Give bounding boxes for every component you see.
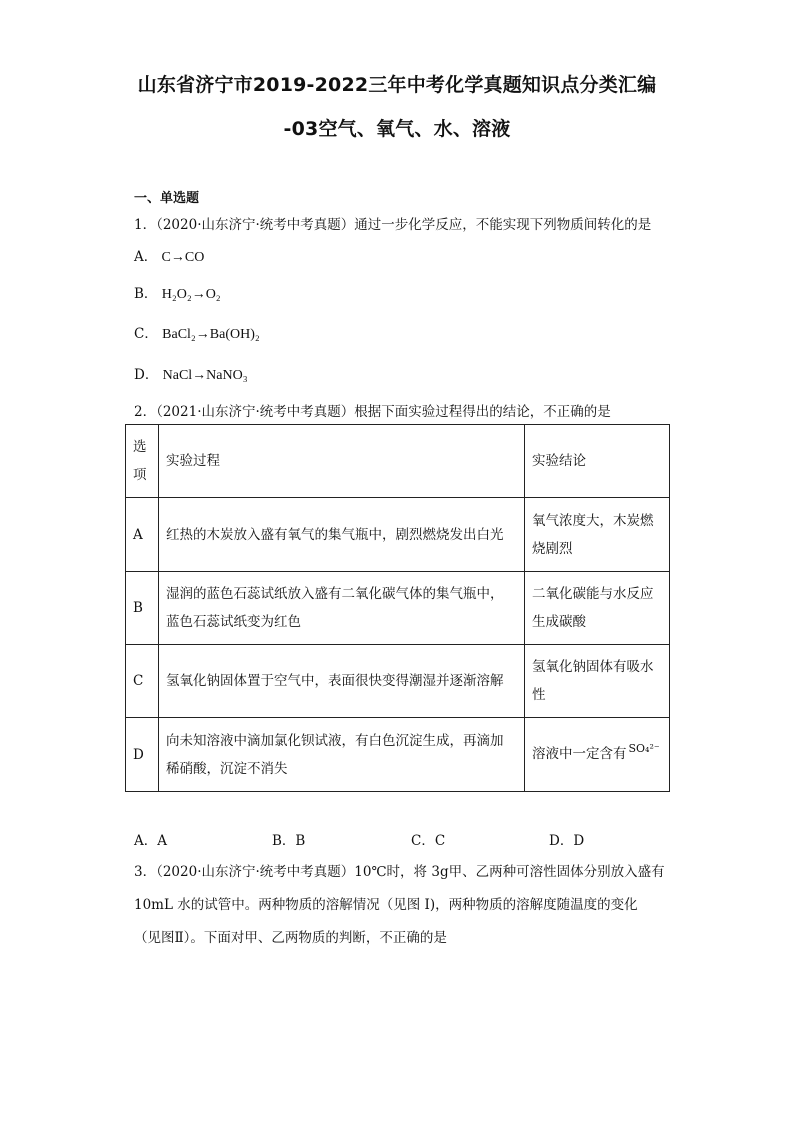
row-process: 向未知溶液中滴加氯化钡试液，有白色沉淀生成，再滴加 稀硝酸，沉淀不消失 (159, 718, 525, 792)
row-process: 湿润的蓝色石蕊试纸放入盛有二氧化碳气体的集气瓶中， 蓝色石蕊试纸变为红色 (159, 572, 525, 645)
header-conclusion: 实验结论 (525, 425, 670, 498)
table-row (126, 498, 670, 572)
question-1-stem: 1．（2020·山东济宁·统考中考真题）通过一步化学反应，不能实现下列物质间转化的是 (134, 217, 652, 233)
question-2-stem: 2．（2021·山东济宁·统考中考真题）根据下面实验过程得出的结论，不正确的是 (134, 404, 611, 420)
q1-option-a-letter: A． (134, 249, 158, 265)
section-heading: 一、单选题 (134, 191, 200, 206)
q1-option-a-formula: C→CO (161, 250, 205, 265)
table-header-row (126, 425, 670, 498)
q2-answer-a: A．A (134, 833, 167, 849)
question-3-line2: 10mL 水的试管中。两种物质的溶解情况（见图 I)，两种物质的溶解度随温度的变化 (134, 897, 638, 913)
document-title-line1: 山东省济宁市2019-2022三年中考化学真题知识点分类汇编 (137, 74, 657, 96)
row-process: 氢氧化钠固体置于空气中，表面很快变得潮湿并逐渐溶解 (159, 645, 525, 718)
sulfate-ion-formula: SO₄²⁻ (628, 742, 660, 755)
experiment-table (125, 424, 670, 792)
q1-option-c-formula: BaCl₂→Ba(OH)₂ (162, 327, 260, 342)
q2-answer-c: C．C (411, 833, 446, 849)
q1-option-c (134, 322, 260, 343)
q2-answer-b: B．B (272, 833, 306, 849)
row-option: B (126, 572, 159, 645)
question-3-line3: （见图Ⅱ）。下面对甲、乙两物质的判断，不正确的是 (134, 930, 447, 946)
q1-option-b-formula: H₂O₂→O₂ (161, 287, 221, 302)
header-option: 选项 (126, 425, 159, 498)
q1-option-b (134, 282, 221, 303)
q1-option-d (134, 363, 248, 384)
q1-option-d-formula: NaCl→NaNO₃ (162, 368, 248, 383)
table-row (126, 572, 670, 645)
row-process: 红热的木炭放入盛有氧气的集气瓶中，剧烈燃烧发出白光 (159, 498, 525, 572)
header-process: 实验过程 (159, 425, 525, 498)
q1-option-d-letter: D． (134, 367, 159, 383)
q1-option-c-letter: C． (134, 326, 158, 342)
row-option: D (126, 718, 159, 792)
row-conclusion: 氧气浓度大，木炭燃 烧剧烈 (525, 498, 670, 572)
question-3-line1: 3．（2020·山东济宁·统考中考真题）10℃时，将 3g甲、乙两种可溶性固体分别放入盛有 (134, 864, 665, 880)
q2-answer-d: D．D (549, 833, 585, 849)
table-row (126, 645, 670, 718)
row-conclusion: 氢氧化钠固体有吸水 性 (525, 645, 670, 718)
row-conclusion: 二氧化碳能与水反应 生成碳酸 (525, 572, 670, 645)
q1-option-a (134, 245, 204, 266)
q1-option-b-letter: B． (134, 286, 158, 302)
row-option: C (126, 645, 159, 718)
document-title-line2: -03空气、氧气、水、溶液 (283, 118, 511, 140)
table-row (126, 718, 670, 792)
row-conclusion: 溶液中一定含有 $^{SO_4^{2-}}$ (525, 718, 670, 792)
row-option: A (126, 498, 159, 572)
